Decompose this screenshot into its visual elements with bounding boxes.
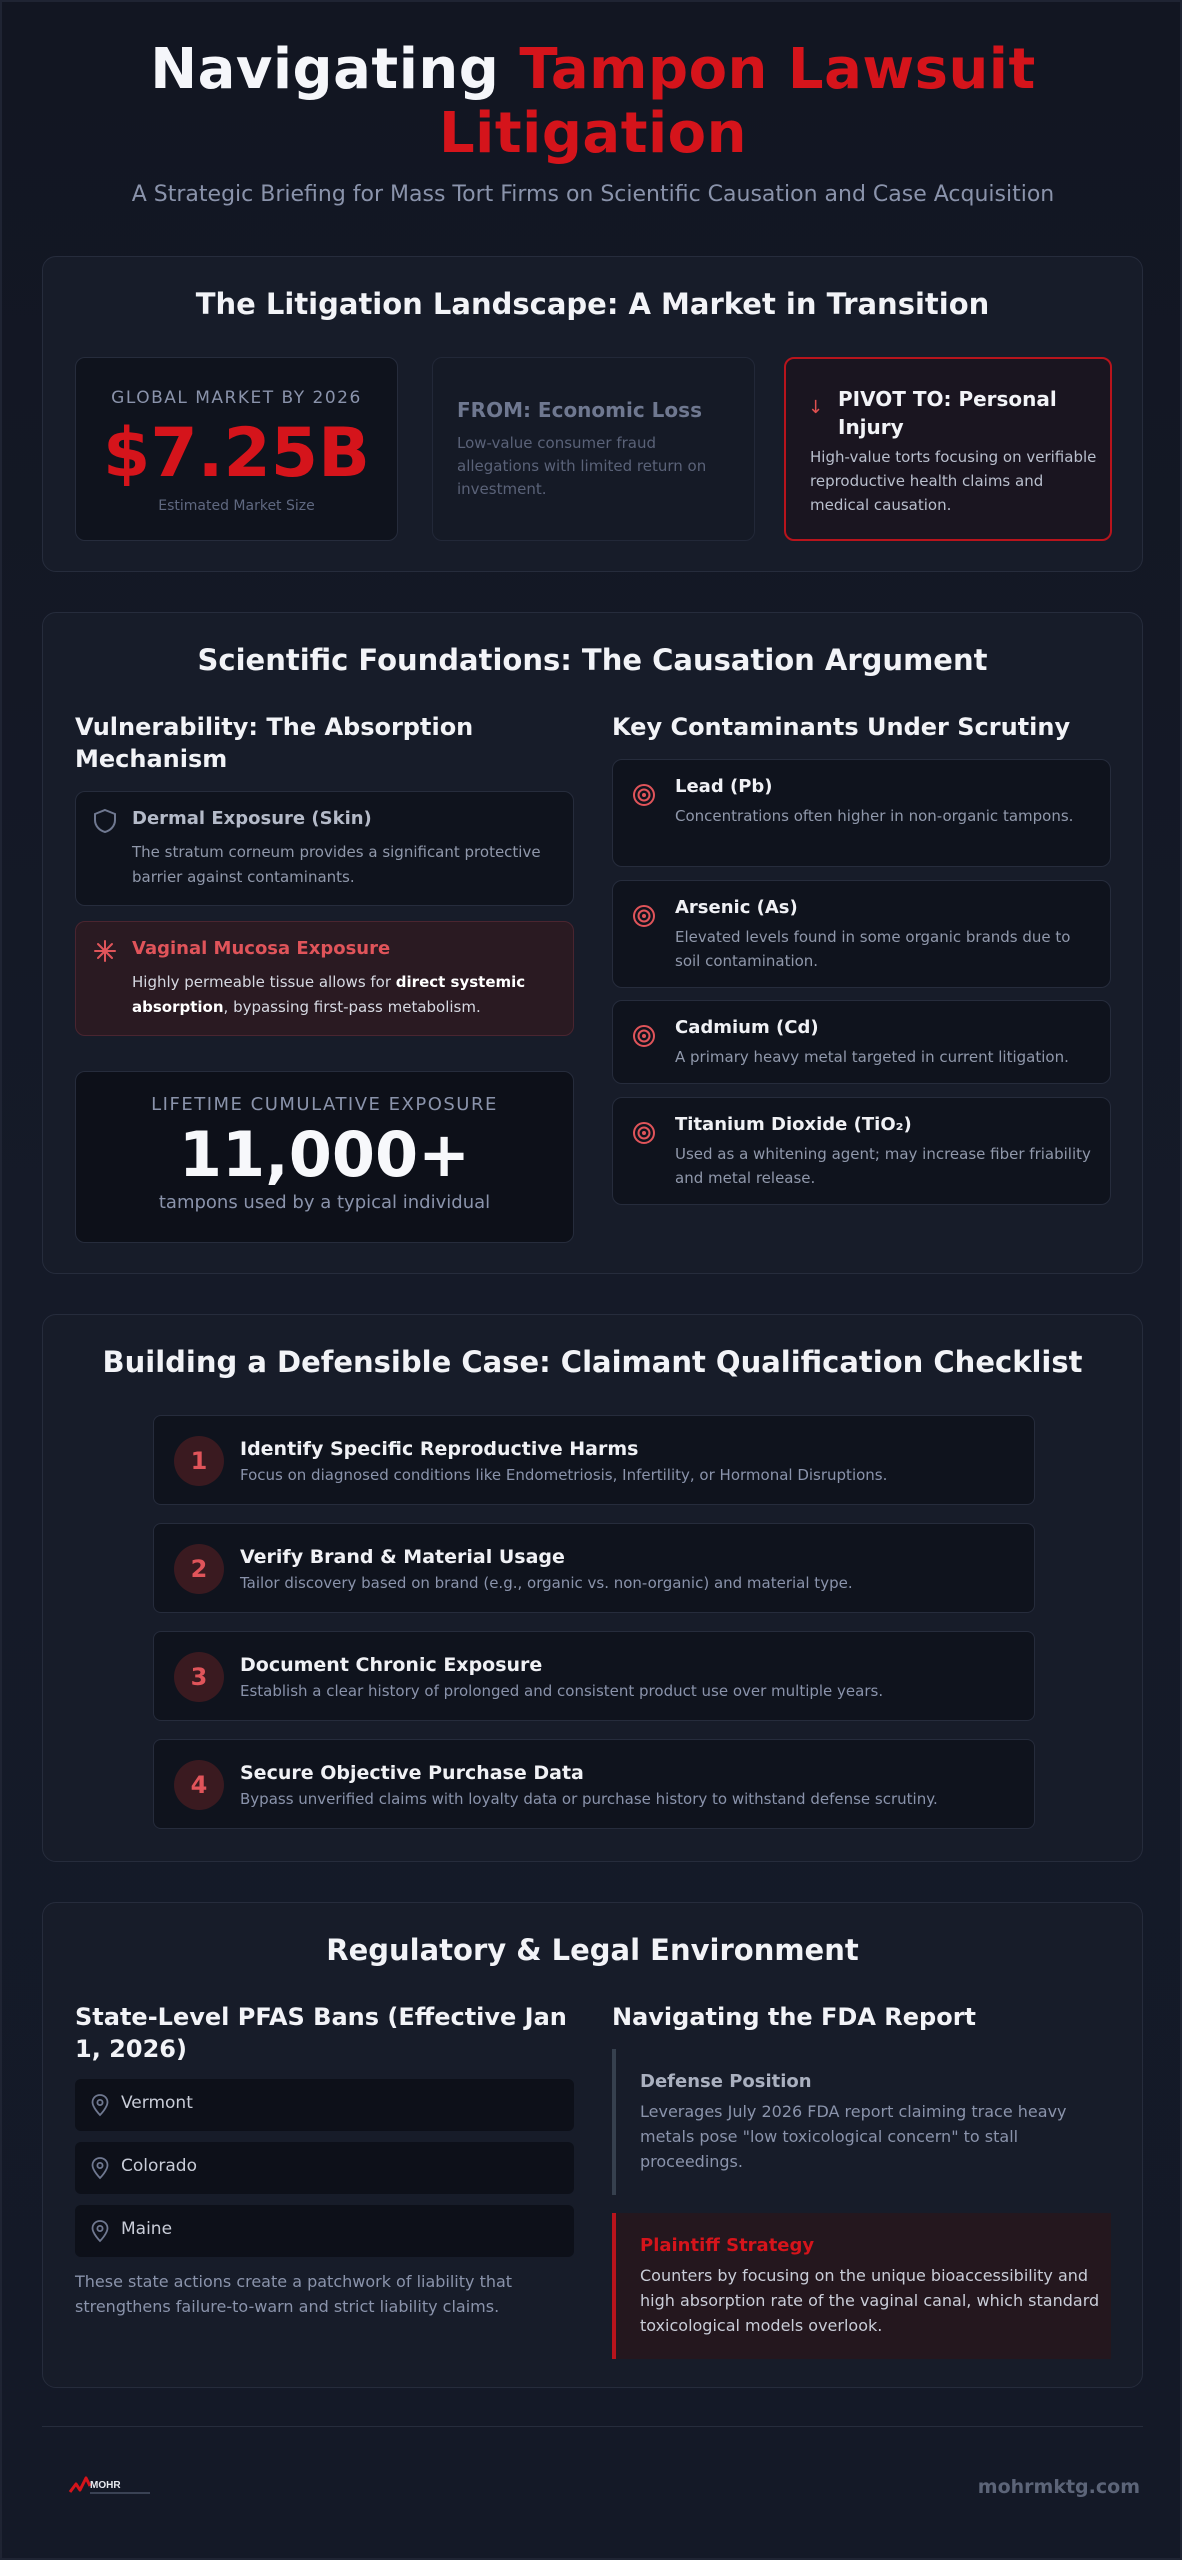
market-value: $7.25B bbox=[103, 414, 370, 493]
step-number: 2 bbox=[174, 1544, 224, 1594]
step-number: 4 bbox=[174, 1760, 224, 1810]
checklist-step bbox=[153, 1415, 1035, 1505]
contaminant-name: Cadmium (Cd) bbox=[675, 1017, 819, 1038]
arrow-down-icon: ↓ bbox=[808, 397, 824, 418]
page-title bbox=[2, 38, 1182, 166]
step-heading: Identify Specific Reproductive Harms bbox=[240, 1438, 639, 1460]
state-name: Vermont bbox=[121, 2093, 193, 2113]
vaginal-heading: Vaginal Mucosa Exposure bbox=[132, 938, 391, 959]
plaintiff-strategy-block bbox=[612, 2213, 1111, 2359]
target-icon bbox=[631, 1023, 657, 1049]
from-heading: FROM: Economic Loss bbox=[457, 398, 702, 422]
contaminant-card bbox=[612, 1000, 1111, 1084]
page-subtitle: A Strategic Briefing for Mass Tort Firms on Scientific Causation and Case Acquisition bbox=[131, 182, 1055, 207]
dermal-heading: Dermal Exposure (Skin) bbox=[132, 808, 372, 829]
step-text: Focus on diagnosed conditions like Endometriosis, Infertility, or Hormonal Disruptions. bbox=[240, 1466, 888, 1484]
contaminant-card bbox=[612, 1097, 1111, 1205]
section-checklist bbox=[42, 1314, 1143, 1862]
target-icon bbox=[631, 903, 657, 929]
vaginal-text-bold: direct systemic absorption bbox=[132, 973, 526, 1016]
contaminant-text: Elevated levels found in some organic brands due to soil contamination. bbox=[675, 928, 1071, 970]
vaginal-card bbox=[75, 921, 574, 1036]
pfas-heading: State-Level PFAS Bans (Effective Jan 1, 2026) bbox=[75, 2003, 567, 2063]
from-text: Low-value consumer fraud allegations with limited return on investment. bbox=[457, 434, 707, 498]
step-number: 3 bbox=[174, 1652, 224, 1702]
pivot-text: High-value torts focusing on verifiable reproductive health claims and medical causation. bbox=[810, 448, 1097, 514]
defense-heading: Defense Position bbox=[640, 2071, 812, 2092]
step-text: Bypass unverified claims with loyalty data or purchase history to withstand defense scrutiny. bbox=[240, 1790, 938, 1808]
map-pin-icon bbox=[87, 2218, 113, 2244]
fda-heading: Navigating the FDA Report bbox=[612, 2003, 977, 2031]
target-icon bbox=[631, 782, 657, 808]
contaminant-card bbox=[612, 759, 1111, 867]
checklist-step bbox=[153, 1739, 1035, 1829]
section-regulatory bbox=[42, 1902, 1143, 2388]
lifetime-note: tampons used by a typical individual bbox=[158, 1192, 491, 1213]
shield-icon bbox=[92, 808, 118, 834]
vaginal-text-part-2: , bypassing first-pass metabolism. bbox=[223, 998, 481, 1016]
contaminant-name: Titanium Dioxide (TiO₂) bbox=[675, 1114, 912, 1135]
contaminants-heading: Key Contaminants Under Scrutiny bbox=[612, 713, 1071, 741]
step-text: Establish a clear history of prolonged and consistent product use over multiple years. bbox=[240, 1682, 884, 1700]
checklist-step bbox=[153, 1523, 1035, 1613]
section-landscape bbox=[42, 256, 1143, 572]
market-card bbox=[75, 357, 398, 541]
absorption-heading: Vulnerability: The Absorption Mechanism bbox=[75, 713, 474, 773]
mohr-logo bbox=[68, 2472, 158, 2502]
vaginal-text-part-1: Highly permeable tissue allows for bbox=[132, 973, 396, 991]
section-title-landscape: The Litigation Landscape: A Market in Transition bbox=[195, 287, 990, 321]
footer-divider bbox=[42, 2426, 1143, 2427]
contaminant-text: Concentrations often higher in non-organic tampons. bbox=[675, 807, 1074, 825]
dermal-text: The stratum corneum provides a significant protective barrier against contaminants. bbox=[132, 843, 541, 886]
header bbox=[2, 38, 1182, 210]
contaminant-name: Lead (Pb) bbox=[675, 776, 773, 797]
map-pin-icon bbox=[87, 2155, 113, 2181]
pivot-heading: PIVOT TO: Personal Injury bbox=[838, 387, 1057, 439]
target-icon bbox=[631, 1120, 657, 1146]
market-label: GLOBAL MARKET BY 2026 bbox=[111, 388, 362, 408]
market-note: Estimated Market Size bbox=[158, 498, 315, 514]
contaminant-name: Arsenic (As) bbox=[675, 897, 798, 918]
state-name: Colorado bbox=[121, 2156, 197, 2176]
contaminant-card bbox=[612, 880, 1111, 988]
state-name: Maine bbox=[121, 2219, 173, 2239]
section-title-science: Scientific Foundations: The Causation Argument bbox=[197, 643, 988, 677]
plaintiff-heading: Plaintiff Strategy bbox=[640, 2235, 815, 2256]
section-title-regulatory: Regulatory & Legal Environment bbox=[326, 1933, 859, 1967]
lifetime-value: 11,000+ bbox=[178, 1118, 471, 1191]
vaginal-text bbox=[132, 970, 572, 1020]
step-heading: Secure Objective Purchase Data bbox=[240, 1762, 584, 1784]
section-title-checklist: Building a Defensible Case: Claimant Qualification Checklist bbox=[102, 1345, 1083, 1379]
defense-text: Leverages July 2026 FDA report claiming trace heavy metals pose "low toxicological concern" to stall proceedings. bbox=[640, 2102, 1067, 2171]
title-white: Navigating bbox=[150, 37, 500, 102]
state-note: These state actions create a patchwork of liability that strengthens failure-to-warn and strict liability claims. bbox=[75, 2272, 513, 2316]
pivot-card bbox=[784, 357, 1112, 541]
contaminant-text: Used as a whitening agent; may increase fiber friability and metal release. bbox=[675, 1145, 1091, 1187]
asterisk-icon bbox=[92, 938, 118, 964]
map-pin-icon bbox=[87, 2092, 113, 2118]
plaintiff-text: Counters by focusing on the unique bioaccessibility and high absorption rate of the vaginal canal, which standard toxicological models overlook. bbox=[640, 2266, 1100, 2335]
logo-text: MOHR bbox=[90, 2480, 121, 2491]
footer-url[interactable]: mohrmktg.com bbox=[977, 2476, 1140, 2498]
lifetime-card bbox=[75, 1071, 574, 1243]
checklist-step bbox=[153, 1631, 1035, 1721]
lifetime-label: LIFETIME CUMULATIVE EXPOSURE bbox=[151, 1094, 498, 1115]
state-item bbox=[75, 2079, 574, 2131]
state-item bbox=[75, 2205, 574, 2257]
state-item bbox=[75, 2142, 574, 2194]
contaminant-text: A primary heavy metal targeted in current litigation. bbox=[675, 1048, 1069, 1066]
from-card bbox=[432, 357, 755, 541]
step-number: 1 bbox=[174, 1436, 224, 1486]
defense-position-block bbox=[612, 2049, 1111, 2195]
section-science bbox=[42, 612, 1143, 1274]
dermal-card bbox=[75, 791, 574, 906]
step-heading: Document Chronic Exposure bbox=[240, 1654, 543, 1676]
step-heading: Verify Brand & Material Usage bbox=[240, 1546, 565, 1568]
title-red: Tampon Lawsuit Litigation bbox=[438, 37, 1036, 166]
step-text: Tailor discovery based on brand (e.g., organic vs. non-organic) and material type. bbox=[240, 1574, 853, 1592]
